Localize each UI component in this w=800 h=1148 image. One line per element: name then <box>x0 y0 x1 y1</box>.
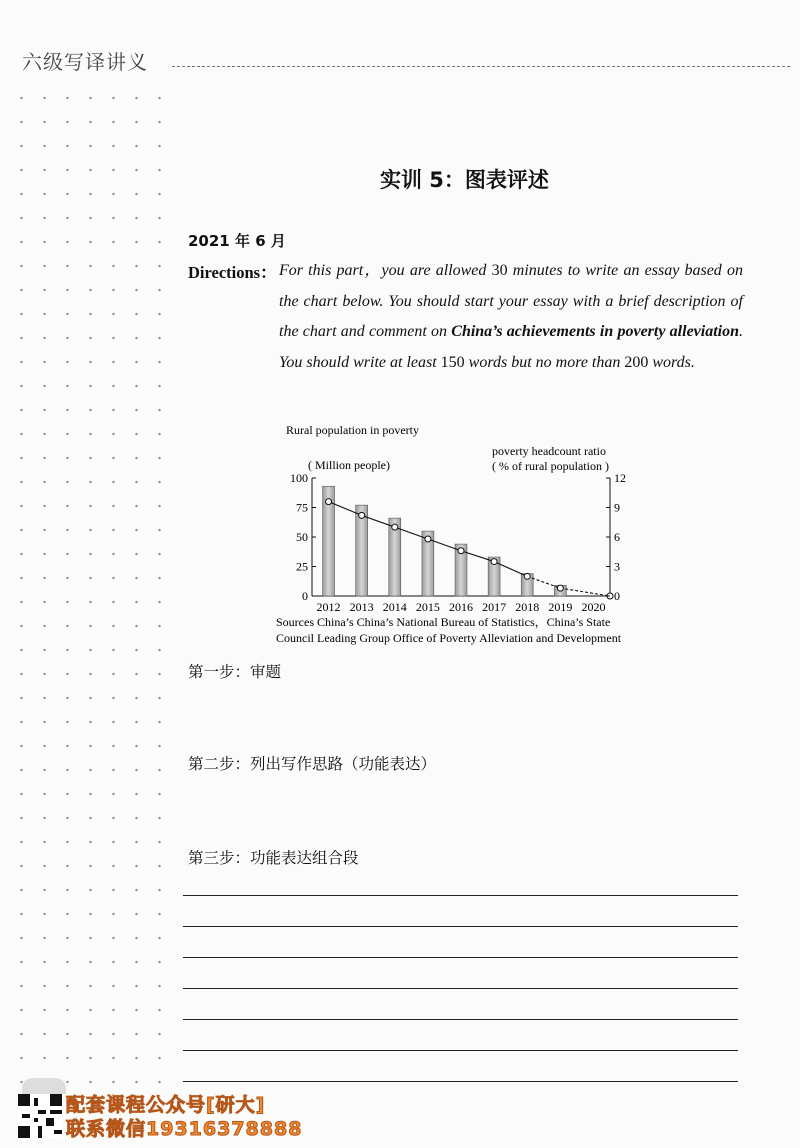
ratio-point <box>491 559 497 565</box>
right-tick-label: 0 <box>614 589 620 603</box>
right-tick-label: 9 <box>614 500 620 515</box>
left-tick-label: 50 <box>296 530 308 544</box>
right-tick-label: 6 <box>614 530 620 544</box>
left-tick-label: 75 <box>296 500 308 515</box>
ratio-line-segment <box>560 588 610 596</box>
answer-line[interactable] <box>183 1081 738 1082</box>
x-tick-label: 2018 <box>515 600 540 614</box>
answer-line[interactable] <box>183 988 738 989</box>
directions-label: Directions： <box>188 263 277 282</box>
header-rule <box>172 66 790 67</box>
left-tick-label: 25 <box>296 559 308 574</box>
directions-seg8: words. <box>648 353 695 371</box>
qr-code-icon <box>18 1094 62 1138</box>
watermark-line-1: 配套课程公众号[研大] <box>66 1094 266 1116</box>
left-tick-label: 100 <box>290 471 308 485</box>
x-tick-label: 2014 <box>382 600 407 614</box>
ratio-point <box>392 524 398 530</box>
directions-topic: China’s achievements in poverty alleviation <box>451 323 740 340</box>
source-line-1: Sources China’s China’s National Bureau of Statistics，China’s State <box>276 615 611 629</box>
watermark-line-2: 联系微信19316378888 <box>66 1118 303 1140</box>
answer-line[interactable] <box>183 895 738 896</box>
step-2-heading: 第二步：列出写作思路（功能表达） <box>188 755 437 773</box>
ratio-point <box>458 548 464 554</box>
x-tick-label: 2015 <box>415 600 440 614</box>
source-line-2: Council Leading Group Office of Poverty Alleviation and Development <box>276 631 622 645</box>
step-1-heading: 第一步：审题 <box>188 663 282 681</box>
ratio-point <box>524 573 530 579</box>
answer-line[interactable] <box>183 1019 738 1020</box>
running-header: 六级写译讲义 <box>22 50 148 74</box>
poverty-chart <box>262 418 662 658</box>
directions-max-words: 200 <box>624 353 649 371</box>
right-tick-label: 12 <box>614 471 626 485</box>
answer-line[interactable] <box>183 957 738 958</box>
left-tick-label: 0 <box>302 589 308 603</box>
directions-text <box>279 256 743 378</box>
right-axis-label-line1: poverty headcount ratio <box>492 444 606 458</box>
x-tick-label: 2016 <box>449 600 473 614</box>
corner-badge <box>22 1078 66 1094</box>
left-axis-label: ( Million people) <box>308 458 390 472</box>
answer-line[interactable] <box>183 1050 738 1051</box>
step-3-heading: 第三步：功能表达组合段 <box>188 849 359 867</box>
dot-grid-margin <box>10 86 175 1086</box>
x-tick-label: 2012 <box>316 600 341 614</box>
directions-seg6: words but no more than <box>464 353 625 371</box>
directions-seg1: For this part，you are allowed <box>279 262 492 279</box>
directions-seg4: . You should write at least <box>279 323 744 371</box>
x-tick-label: 2017 <box>482 600 507 614</box>
page-title: 实训 5：图表评述 <box>380 168 549 192</box>
x-tick-label: 2020 <box>581 600 606 614</box>
exam-date: 2021 年 6 月 <box>188 232 286 250</box>
ratio-point <box>359 512 365 518</box>
ratio-point <box>557 585 563 591</box>
right-tick-label: 3 <box>614 559 620 574</box>
chart-svg <box>262 418 662 658</box>
x-tick-label: 2019 <box>548 600 573 614</box>
directions-min-words: 150 <box>440 353 465 371</box>
directions-seg3: minutes to write an essay based on the chart below. You should start your essay with a brief description of the chart and comment on <box>279 262 743 340</box>
x-tick-label: 2013 <box>349 600 374 614</box>
chart-title: Rural population in poverty <box>286 423 419 437</box>
ratio-point <box>425 536 431 542</box>
right-axis-label-line2: ( % of rural population ) <box>492 459 609 473</box>
ratio-point <box>326 499 332 505</box>
answer-line[interactable] <box>183 926 738 927</box>
directions-minutes: 30 <box>491 262 508 279</box>
